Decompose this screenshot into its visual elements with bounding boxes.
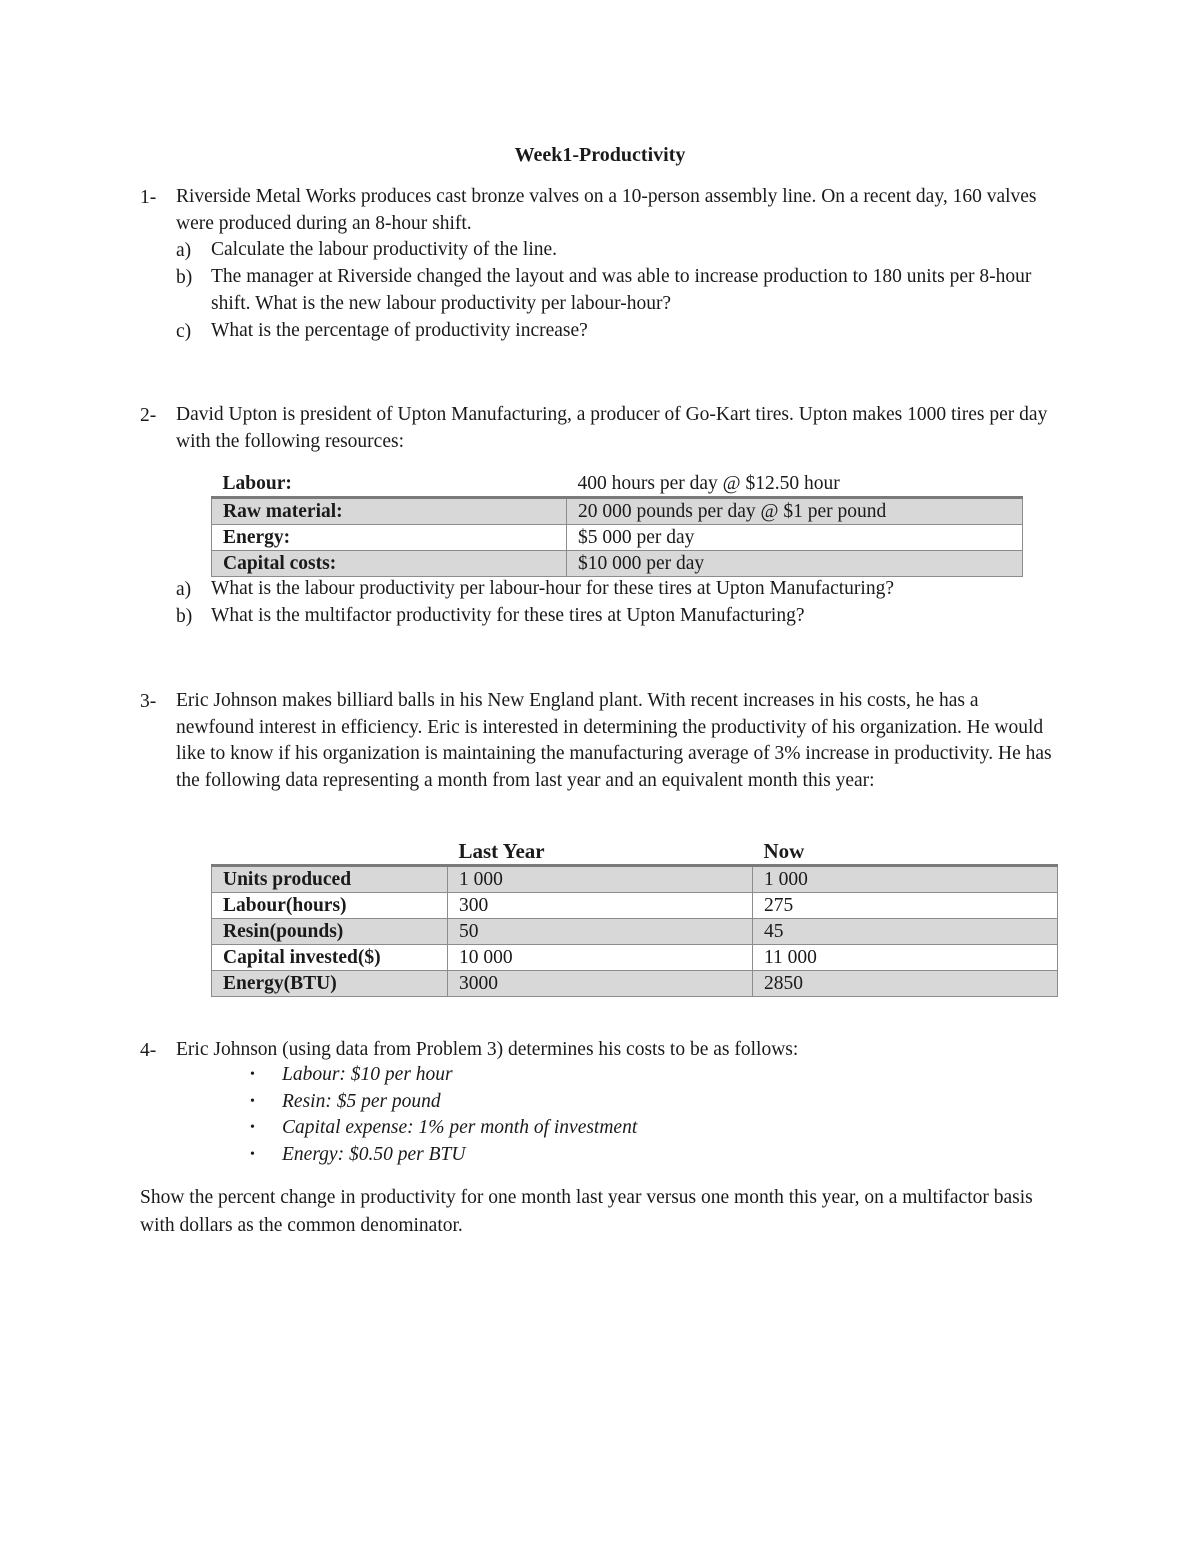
- list-item-text: Resin: $5 per pound: [282, 1090, 441, 1112]
- comparison-table: [211, 838, 1058, 997]
- table-row: [212, 893, 1058, 919]
- table-cell-value: 2850: [753, 971, 1058, 997]
- table-cell-value: $10 000 per day: [567, 551, 1023, 577]
- table-cell-value: $5 000 per day: [567, 525, 1023, 551]
- part-label: c): [176, 321, 192, 342]
- question-text: Riverside Metal Works produces cast bronze valves on a 10-person assembly line. On a recent day, 160 valves were produced during an 8-hour shift.: [176, 186, 1037, 234]
- table-cell-value: 45: [753, 919, 1058, 945]
- list-item-text: Energy: $0.50 per BTU: [282, 1143, 466, 1165]
- question-number: 3-: [140, 691, 157, 712]
- table-header-cell: Last Year: [448, 838, 753, 866]
- table-cell-label: Units produced: [212, 866, 448, 893]
- table-row: [212, 525, 1023, 551]
- table-cell-label: Labour:: [212, 471, 567, 498]
- part-label: a): [176, 240, 192, 261]
- table-cell-label: Energy:: [212, 525, 567, 551]
- table-cell-value: 50: [448, 919, 753, 945]
- part-text: What is the percentage of productivity increase?: [211, 320, 588, 341]
- question-text: David Upton is president of Upton Manufacturing, a producer of Go-Kart tires. Upton makes 1000 tires per day with the following resources:: [176, 404, 1048, 452]
- table-cell-label: Capital costs:: [212, 551, 567, 577]
- resources-table: [211, 471, 1023, 577]
- bullet-icon: •: [250, 1146, 255, 1162]
- question-number: 4-: [140, 1040, 157, 1061]
- bullet-icon: •: [250, 1093, 255, 1109]
- table-row: [212, 945, 1058, 971]
- table-row: [212, 498, 1023, 525]
- table-cell-value: 275: [753, 893, 1058, 919]
- part-text: Calculate the labour productivity of the line.: [211, 239, 558, 260]
- table-cell-label: Raw material:: [212, 498, 567, 525]
- question-number: 2-: [140, 405, 157, 426]
- part-label: b): [176, 267, 193, 288]
- table-row: [212, 471, 1023, 498]
- table-row: [212, 866, 1058, 893]
- part-text: What is the labour productivity per labour-hour for these tires at Upton Manufacturing?: [211, 578, 894, 599]
- bullet-icon: •: [250, 1120, 255, 1136]
- list-item-text: Labour: $10 per hour: [282, 1064, 453, 1085]
- table-cell-value: 3000: [448, 971, 753, 997]
- table-cell-value: 11 000: [753, 945, 1058, 971]
- question-text: Eric Johnson makes billiard balls in his New England plant. With recent increases in his costs, he has a newfound interest in efficiency. Eric is interested in determining the productivity of his organization. He would like to know if his organization is maintaining the manufacturing average of 3% increase in productivity. He has the following data representing a month from last year and an equivalent month this year:: [176, 690, 1052, 791]
- bullet-icon: •: [250, 1067, 255, 1082]
- part-text: The manager at Riverside changed the layout and was able to increase production to 180 units per 8-hour shift. What is the new labour productivity per labour-hour?: [211, 266, 1032, 314]
- question-text: Eric Johnson (using data from Problem 3) determines his costs to be as follows:: [176, 1039, 799, 1060]
- table-cell-value: 10 000: [448, 945, 753, 971]
- table-row: [212, 919, 1058, 945]
- table-header-cell: [212, 838, 448, 866]
- table-cell-label: Capital invested($): [212, 945, 448, 971]
- closing-instruction: Show the percent change in productivity for one month last year versus one month this year, on a multifactor basis with dollars as the common denominator.: [140, 1187, 1033, 1236]
- table-cell-value: 20 000 pounds per day @ $1 per pound: [567, 498, 1023, 525]
- table-cell-value: 1 000: [448, 866, 753, 893]
- table-row: [212, 551, 1023, 577]
- table-cell-value: 300: [448, 893, 753, 919]
- part-label: b): [176, 606, 193, 627]
- table-header-row: [212, 838, 1058, 866]
- table-header-cell: Now: [753, 838, 1058, 866]
- list-item-text: Capital expense: 1% per month of investment: [282, 1117, 638, 1139]
- table-cell-label: Resin(pounds): [212, 919, 448, 945]
- table-cell-value: 1 000: [753, 866, 1058, 893]
- table-cell-label: Labour(hours): [212, 893, 448, 919]
- page-title: Week1-Productivity: [514, 144, 686, 166]
- part-label: a): [176, 579, 192, 600]
- table-cell-label: Energy(BTU): [212, 971, 448, 997]
- part-text: What is the multifactor productivity for these tires at Upton Manufacturing?: [211, 605, 805, 626]
- question-number: 1-: [140, 187, 157, 208]
- table-cell-value: 400 hours per day @ $12.50 hour: [567, 471, 1023, 498]
- table-row: [212, 971, 1058, 997]
